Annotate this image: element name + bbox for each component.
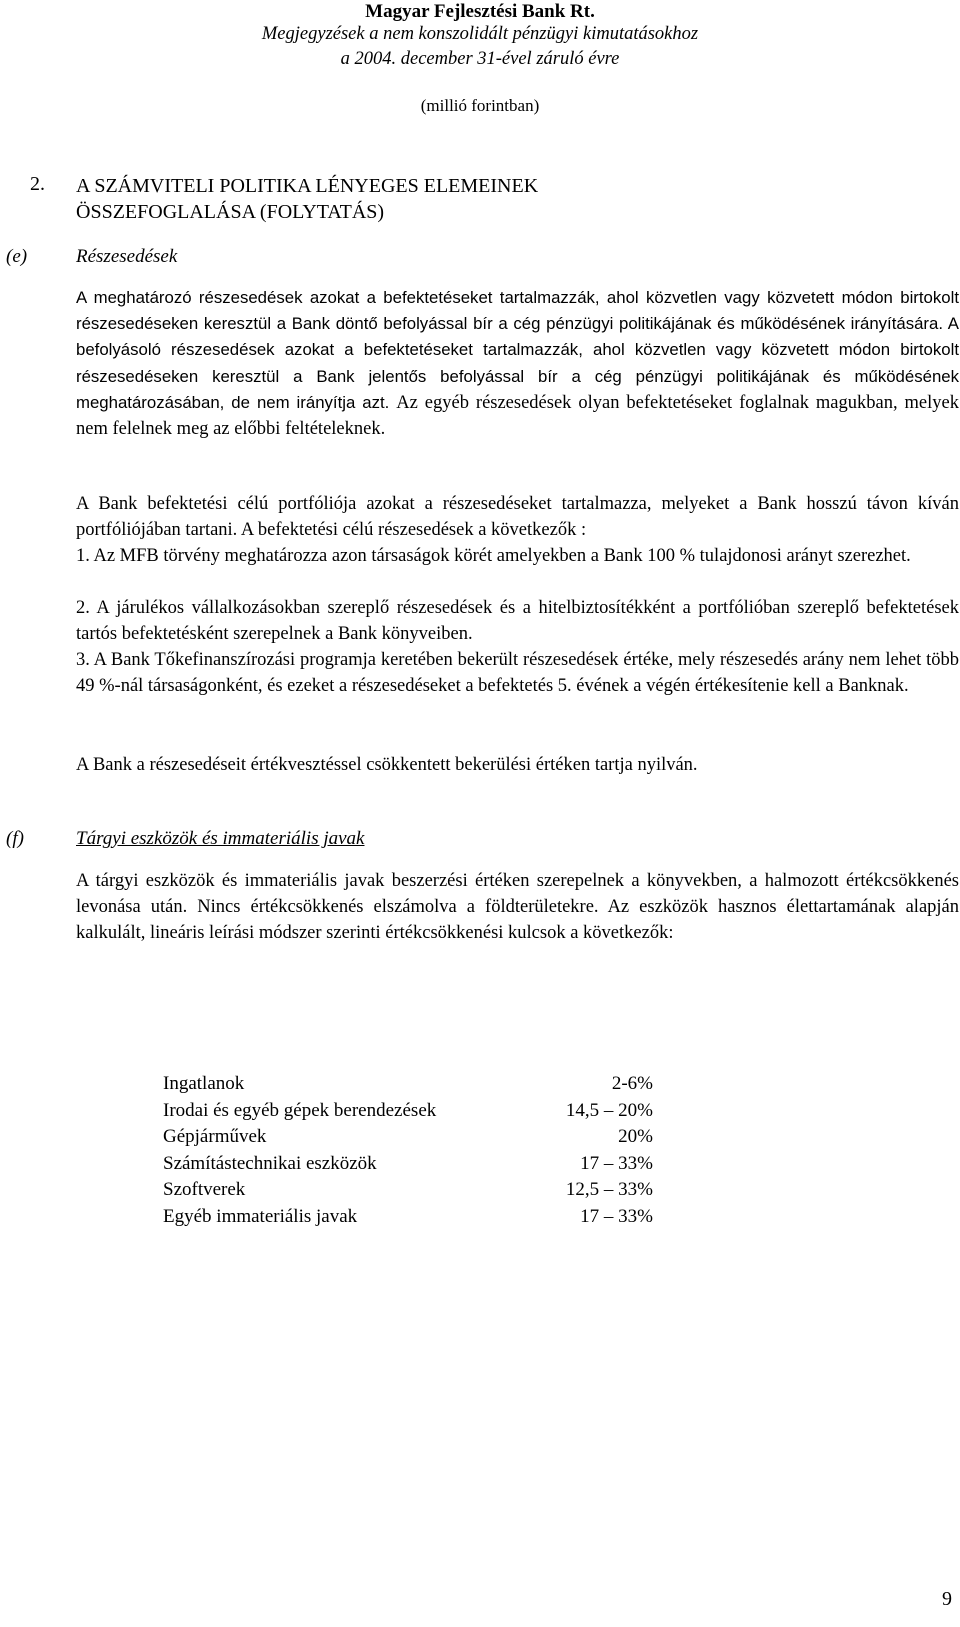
bank-name: Magyar Fejlesztési Bank Rt. [365, 1, 595, 22]
unit-note: (millió forintban) [420, 96, 540, 115]
rate-value: 20% [618, 1126, 653, 1148]
subsection-f-title: Tárgyi eszközök és immateriális javak [76, 828, 365, 849]
rate-name: Szoftverek [163, 1179, 246, 1201]
rate-value: 2-6% [611, 1073, 653, 1094]
table-row [163, 1204, 653, 1231]
section-title-line1: A SZÁMVITELI POLITIKA LÉNYEGES ELEMEINEK [76, 175, 539, 197]
table-row [163, 1098, 653, 1125]
subsection-e-title: Részesedések [76, 246, 178, 267]
portfolio-item-2: 2. A járulékos vállalkozásokban szereplő részesedések és a hitelbiztosítékként a portfólióban szereplő befektetések tartós befektetésként szerepelnek a Bank könyveiben. [76, 598, 959, 645]
fixed-assets-paragraph: A tárgyi eszközök és immateriális javak beszerzési értéken szerepelnek a könyvekben, a halmozott értékcsökkenés levonása után. Nincs értékcsökkenés elszámolva a földterületekre. Az eszközök hasznos élettartamának alapján kalkulált, lineáris leírási módszer szerinti értékcsökkenési kulcsok a következők: [76, 871, 959, 944]
table-row [163, 1151, 653, 1178]
participations-significant-text: A befolyásoló részesedések azokat a befektetéseket tartalmazzák, ahol közvetlen vagy közvetett módon birtokolt részesedéseken keresztül a Bank jelentős befolyással bír a cég pénzügyi politikájának és működésének meghatározásában, de nem irányítja azt. [76, 314, 959, 412]
rate-name: Irodai és egyéb gépek berendezések [163, 1099, 437, 1121]
rate-name: Számítástechnikai eszközök [163, 1152, 377, 1174]
investment-portfolio-paragraph: A Bank befektetési célú portfóliója azokat a részesedéseket tartalmazza, melyeket a Bank hosszú távon kíván portfóliójában tartani. A befektetési célú részesedések a következők : [76, 494, 959, 541]
table-row [163, 1124, 653, 1151]
rate-name: Egyéb immateriális javak [163, 1205, 358, 1227]
participations-controlling-text: A meghatározó részesedések azokat a befektetéseket tartalmazzák, ahol közvetlen vagy közvetett módon birtokolt részesedéseken keresztül a Bank döntő befolyással bír a cég pénzügyi politikájának és működésének irányítására. [76, 288, 959, 334]
header-subtitle-2: a 2004. december 31-ével záruló évre [340, 49, 620, 69]
rate-name: Gépjárművek [163, 1126, 267, 1148]
page-number: 9 [942, 1588, 952, 1610]
section-number: 2. [30, 173, 45, 195]
portfolio-item-3: 3. A Bank Tőkefinanszírozási programja keretében bekerült részesedések értéke, mely részesedés arány nem lehet több 49 %-nál társaságonként, és ezeket a részesedéseket a befektetés 5. évének a végén értékesítenie kell a Banknak. [76, 650, 959, 697]
rate-value: 12,5 – 33% [565, 1179, 653, 1201]
rate-name: Ingatlanok [163, 1073, 245, 1094]
section-title-line2: ÖSSZEFOGLALÁSA (FOLYTATÁS) [76, 201, 385, 223]
rate-value: 17 – 33% [580, 1152, 653, 1174]
subsection-f-label: (f) [6, 828, 24, 849]
rate-value: 14,5 – 20% [565, 1099, 653, 1121]
rate-value: 17 – 33% [580, 1205, 653, 1227]
participations-paragraph [76, 285, 959, 442]
header-subtitle-1: Megjegyzések a nem konszolidált pénzügyi kimutatásokhoz [261, 24, 699, 44]
table-row [163, 1071, 653, 1098]
portfolio-item-1: 1. Az MFB törvény meghatározza azon társaságok körét amelyekben a Bank 100 % tulajdonosi arányt szerezhet. [76, 546, 911, 566]
participations-other-text: Az egyéb részesedések olyan befektetéseket foglalnak magukban, melyek nem felelnek meg az előbbi feltételeknek. [76, 392, 959, 440]
table-row [163, 1177, 653, 1204]
subsection-e-label: (e) [6, 246, 28, 267]
valuation-paragraph: A Bank a részesedéseit értékvesztéssel csökkentett bekerülési értéken tartja nyilván. [76, 755, 698, 775]
section-title [76, 173, 676, 225]
depreciation-rates-table [163, 1071, 653, 1231]
